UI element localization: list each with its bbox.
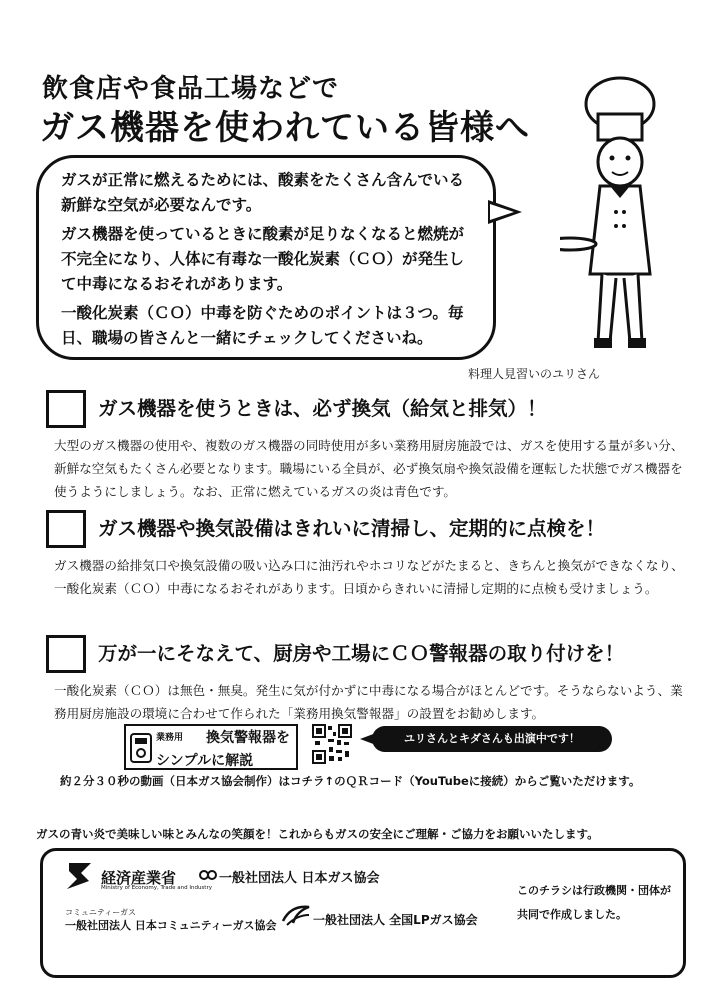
meti-name: 経済産業省: [101, 869, 177, 887]
banner-line2: シンプルに解説: [156, 753, 254, 769]
jcga-name: 一般社団法人 日本コミュニティーガス協会: [65, 919, 277, 932]
video-banner: [124, 724, 298, 770]
bubble-tail-inner: [490, 204, 514, 220]
jga-name: 一般社団法人 日本ガス協会: [219, 871, 380, 886]
video-callout: ユリさんとキダさんも出演中です！: [372, 726, 612, 752]
jlpg-logo-icon: [281, 903, 311, 927]
page-title: ガス機器を使われている皆様へ: [40, 108, 530, 148]
closing-message: ガスの青い炎で美味しい味とみんなの笑顔を！これからもガスの安全にご理解・ご協力をお願いいたします。: [36, 827, 599, 841]
footer-box: [40, 848, 686, 978]
alarm-device-icon: [129, 732, 153, 764]
checkbox[interactable]: [46, 635, 86, 673]
section-body: ガス機器の給排気口や換気設備の吸い込み口に油汚れやホコリなどがたまると、きちんと換気ができなくなり、一酸化炭素（ＣＯ）中毒になるおそれがあります。日頃からきれいに清掃し定期的に点検も受けましょう。: [54, 558, 684, 596]
section-title: ガス機器を使うときは、必ず換気（給気と排気）！: [98, 397, 547, 420]
checkbox[interactable]: [46, 510, 86, 548]
qr-code-icon[interactable]: [312, 724, 352, 764]
section-title: ガス機器や換気設備はきれいに清掃し、定期的に点検を！: [98, 517, 606, 540]
jcga-small-name: コミュニティーガス: [65, 908, 137, 917]
video-note: 約２分３０秒の動画（日本ガス協会制作）はコチラ↑のＱＲコード（YouTubeに接続）からご覧いただけます。: [60, 774, 641, 788]
jlpg-name: 一般社団法人 全国LPガス協会: [313, 913, 478, 927]
chef-illustration: [560, 74, 680, 354]
character-caption: 料理人見習いのユリさん: [468, 367, 601, 381]
section-body: 大型のガス機器の使用や、複数のガス機器の同時使用が多い業務用厨房施設では、ガスを使用する量が多い分、新鮮な空気もたくさん必要となります。職場にいる全員が、必ず換気扇や換気設備を運転した状態でガス機器を使うようにしましょう。なお、正常に燃えているガスの炎は青色です。: [54, 438, 684, 499]
bubble-paragraph: ガス機器を使っているときに酸素が足りなくなると燃焼が不完全になり、人体に有毒な一酸化炭素（ＣＯ）が発生して中毒になるおそれがあります。: [61, 225, 465, 293]
speech-bubble: [36, 155, 496, 360]
section-body: 一酸化炭素（ＣＯ）は無色・無臭。発生に気が付かずに中毒になる場合がほとんどです。そうならないよう、業務用厨房施設の環境に合わせて作られた「業務用換気警報器」の設置をお勧めします。: [54, 683, 683, 721]
banner-small-text: 業務用: [156, 733, 184, 743]
bubble-paragraph: 一酸化炭素（ＣＯ）中毒を防ぐためのポイントは３つ。毎日、職場の皆さんと一緒にチェックしてくださいね。: [61, 304, 464, 347]
section-title: 万が一にそなえて、厨房や工場にＣＯ警報器の取り付けを！: [98, 642, 625, 665]
bubble-paragraph: ガスが正常に燃えるためには、酸素をたくさん含んでいる新鮮な空気が必要なんです。: [61, 171, 465, 214]
checkbox[interactable]: [46, 390, 86, 428]
meti-logo-icon: [61, 859, 95, 893]
jga-logo-icon: [199, 867, 217, 883]
banner-big-text: 換気警報器を: [206, 730, 290, 746]
page-subtitle: 飲食店や食品工場などで: [42, 74, 340, 104]
meti-english-name: Ministry of Economy, Trade and Industry: [101, 885, 212, 891]
footer-note: このチラシは行政機関・団体が共同で作成しました。: [517, 884, 671, 921]
